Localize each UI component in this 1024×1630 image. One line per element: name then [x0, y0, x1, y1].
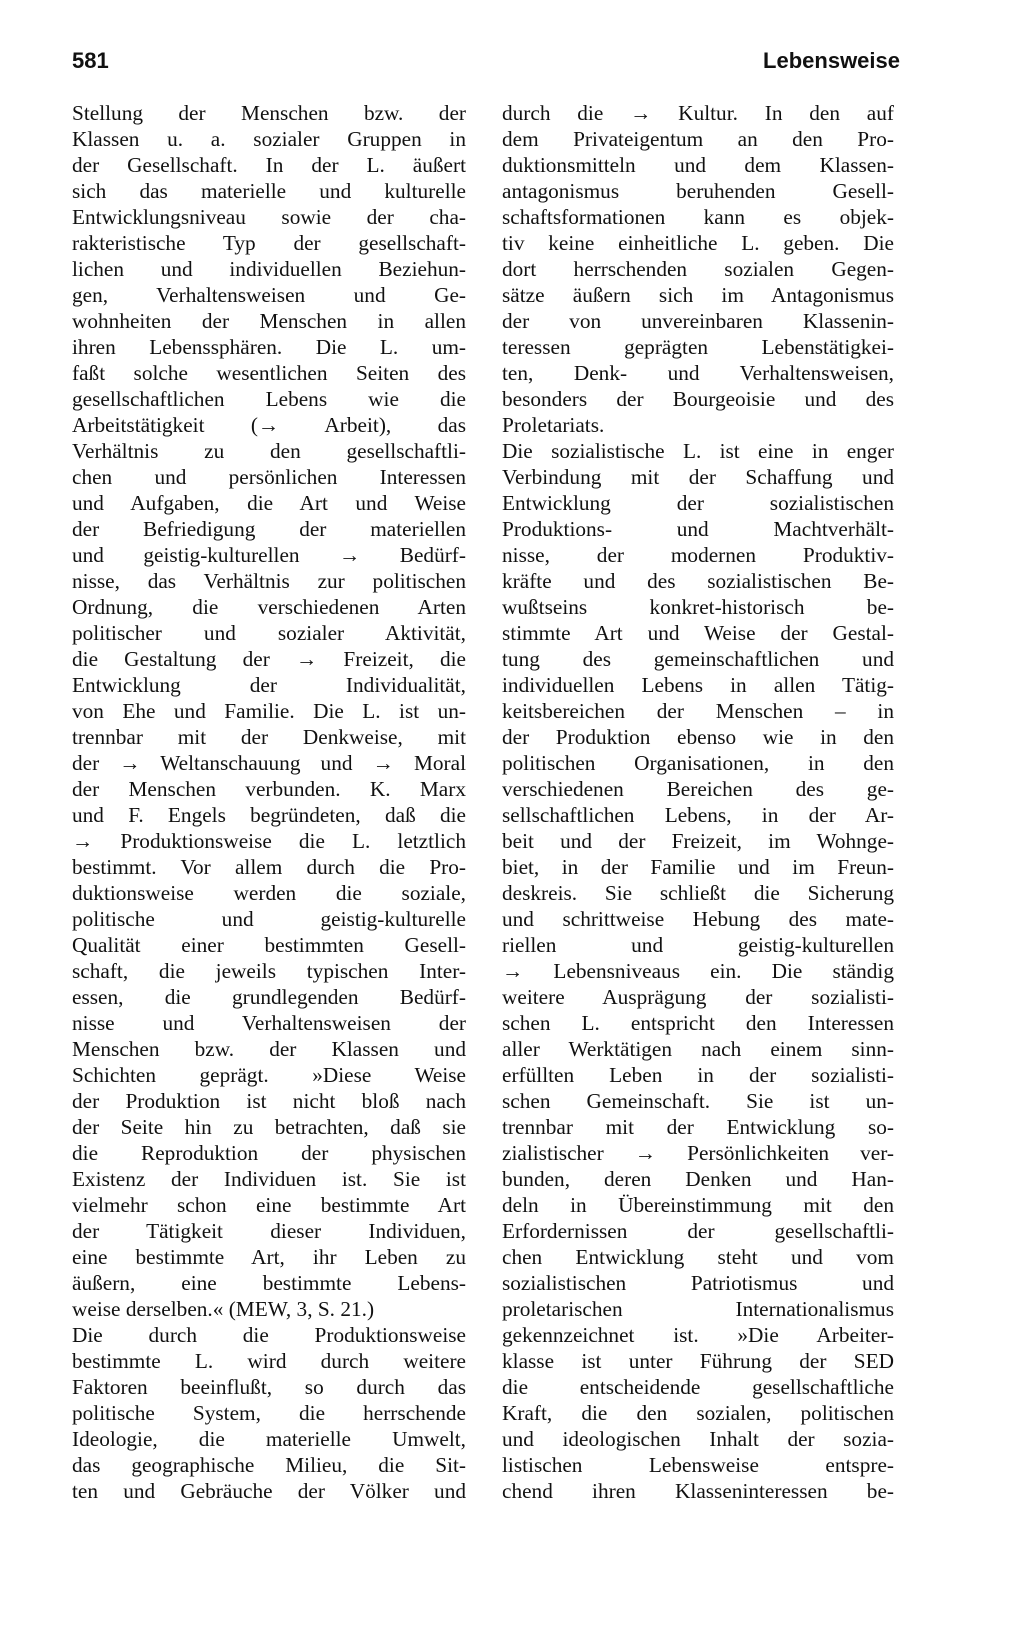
text-line: keitsbereichen der Menschen – in: [502, 699, 894, 723]
text-line: dort herrschenden sozialen Gegen-: [502, 257, 894, 281]
text-line: trennbar mit der Entwicklung so-: [502, 1115, 894, 1139]
text-line: biet, in der Familie und im Freun-: [502, 855, 894, 879]
text-line: → Produktionsweise die L. letztlich: [72, 829, 466, 853]
text-line: wußtseins konkret-historisch be-: [502, 595, 894, 619]
text-line: die entscheidende gesellschaftliche: [502, 1375, 894, 1399]
text-line: der Tätigkeit dieser Individuen,: [72, 1219, 466, 1243]
text-line: Verhältnis zu den gesellschaftli-: [72, 439, 466, 463]
text-line: aller Werktätigen nach einem sinn-: [502, 1037, 894, 1061]
text-line: die Reproduktion der physischen: [72, 1141, 466, 1165]
text-line: Die sozialistische L. ist eine in enger: [502, 439, 894, 463]
text-line: besonders der Bourgeoisie und des: [502, 387, 894, 411]
text-line: der Menschen verbunden. K. Marx: [72, 777, 466, 801]
text-line: klasse ist unter Führung der SED: [502, 1349, 894, 1373]
text-line: und geistig-kulturellen → Bedürf-: [72, 543, 466, 567]
text-line: Proletariats.: [502, 413, 605, 437]
text-line: trennbar mit der Denkweise, mit: [72, 725, 466, 749]
text-line: stimmte Art und Weise der Gestal-: [502, 621, 894, 645]
text-line: Existenz der Individuen ist. Sie ist: [72, 1167, 466, 1191]
text-line: erfüllten Leben in der sozialisti-: [502, 1063, 894, 1087]
text-line: sätze äußern sich im Antagonismus: [502, 283, 894, 307]
text-line: chen und persönlichen Interessen: [72, 465, 466, 489]
text-line: äußern, eine bestimmte Lebens-: [72, 1271, 466, 1295]
text-line: Produktions- und Machtverhält-: [502, 517, 894, 541]
text-line: vielmehr schon eine bestimmte Art: [72, 1193, 466, 1217]
text-line: Entwicklungsniveau sowie der cha-: [72, 205, 466, 229]
text-line: bestimmt. Vor allem durch die Pro-: [72, 855, 466, 879]
text-line: tung des gemeinschaftlichen und: [502, 647, 894, 671]
text-line: zialistischer → Persönlichkeiten ver-: [502, 1141, 894, 1165]
text-line: ihren Lebenssphären. Die L. um-: [72, 335, 466, 359]
text-line: nisse und Verhaltensweisen der: [72, 1011, 466, 1035]
left-text-column: [72, 100, 466, 1504]
text-line: Menschen bzw. der Klassen und: [72, 1037, 466, 1061]
text-line: riellen und geistig-kulturellen: [502, 933, 894, 957]
page-number: 581: [72, 48, 109, 73]
text-line: Kraft, die den sozialen, politischen: [502, 1401, 894, 1425]
text-line: gekennzeichnet ist. »Die Arbeiter-: [502, 1323, 894, 1347]
text-line: und schrittweise Hebung des mate-: [502, 907, 894, 931]
text-line: der von unvereinbaren Klassenin-: [502, 309, 894, 333]
text-line: Verbindung mit der Schaffung und: [502, 465, 894, 489]
text-line: rakteristische Typ der gesellschaft-: [72, 231, 466, 255]
text-line: sich das materielle und kulturelle: [72, 179, 466, 203]
text-line: von Ehe und Familie. Die L. ist un-: [72, 699, 466, 723]
text-line: politische System, die herrschende: [72, 1401, 466, 1425]
text-line: lichen und individuellen Beziehun-: [72, 257, 466, 281]
text-line: schaft, die jeweils typischen Inter-: [72, 959, 466, 983]
text-line: dem Privateigentum an den Pro-: [502, 127, 894, 151]
text-line: Ideologie, die materielle Umwelt,: [72, 1427, 466, 1451]
text-line: antagonismus beruhenden Gesell-: [502, 179, 894, 203]
text-line: und Aufgaben, die Art und Weise: [72, 491, 466, 515]
text-line: kräfte und des sozialistischen Be-: [502, 569, 894, 593]
text-line: Klassen u. a. sozialer Gruppen in: [72, 127, 466, 151]
text-line: Ordnung, die verschiedenen Arten: [72, 595, 466, 619]
text-line: bunden, deren Denken und Han-: [502, 1167, 894, 1191]
text-line: proletarischen Internationalismus: [502, 1297, 894, 1321]
text-line: Stellung der Menschen bzw. der: [72, 101, 466, 125]
text-line: individuellen Lebens in allen Tätig-: [502, 673, 894, 697]
text-line: der Gesellschaft. In der L. äußert: [72, 153, 466, 177]
right-text-column: [502, 100, 894, 1504]
text-line: gesellschaftlichen Lebens wie die: [72, 387, 466, 411]
text-line: der Produktion ist nicht bloß nach: [72, 1089, 466, 1113]
text-line: wohnheiten der Menschen in allen: [72, 309, 466, 333]
text-line: chend ihren Klasseninteressen be-: [502, 1479, 894, 1503]
text-line: und F. Engels begründeten, daß die: [72, 803, 466, 827]
text-line: ten, Denk- und Verhaltensweisen,: [502, 361, 894, 385]
text-line: beit und der Freizeit, im Wohnge-: [502, 829, 894, 853]
text-line: schaftsformationen kann es objek-: [502, 205, 894, 229]
text-line: das geographische Milieu, die Sit-: [72, 1453, 466, 1477]
text-line: der Seite hin zu betrachten, daß sie: [72, 1115, 466, 1139]
text-line: politischer und sozialer Aktivität,: [72, 621, 466, 645]
text-line: sozialistischen Patriotismus und: [502, 1271, 894, 1295]
text-line: verschiedenen Bereichen des ge-: [502, 777, 894, 801]
text-line: gen, Verhaltensweisen und Ge-: [72, 283, 466, 307]
text-line: Arbeitstätigkeit (→ Arbeit), das: [72, 413, 466, 437]
text-line: → Lebensniveaus ein. Die ständig: [502, 959, 894, 983]
text-line: deskreis. Sie schließt die Sicherung: [502, 881, 894, 905]
text-line: Qualität einer bestimmten Gesell-: [72, 933, 466, 957]
text-line: nisse, das Verhältnis zur politischen: [72, 569, 466, 593]
text-line: duktionsmitteln und dem Klassen-: [502, 153, 894, 177]
text-line: Schichten geprägt. »Diese Weise: [72, 1063, 466, 1087]
text-line: essen, die grundlegenden Bedürf-: [72, 985, 466, 1009]
text-line: Entwicklung der sozialistischen: [502, 491, 894, 515]
text-line: durch die → Kultur. In den auf: [502, 101, 894, 125]
text-line: duktionsweise werden die soziale,: [72, 881, 466, 905]
text-line: der Befriedigung der materiellen: [72, 517, 466, 541]
text-line: Faktoren beeinflußt, so durch das: [72, 1375, 466, 1399]
text-line: der → Weltanschauung und → Moral: [72, 751, 466, 775]
text-line: Erfordernissen der gesellschaftli-: [502, 1219, 894, 1243]
running-head: Lebensweise: [763, 48, 900, 73]
text-line: listischen Lebensweise entspre-: [502, 1453, 894, 1477]
text-line: ten und Gebräuche der Völker und: [72, 1479, 466, 1503]
text-line: eine bestimmte Art, ihr Leben zu: [72, 1245, 466, 1269]
text-line: nisse, der modernen Produktiv-: [502, 543, 894, 567]
text-line: Entwicklung der Individualität,: [72, 673, 466, 697]
text-line: schen Gemeinschaft. Sie ist un-: [502, 1089, 894, 1113]
text-line: sellschaftlichen Lebens, in der Ar-: [502, 803, 894, 827]
text-line: der Produktion ebenso wie in den: [502, 725, 894, 749]
text-line: schen L. entspricht den Interessen: [502, 1011, 894, 1035]
text-line: politischen Organisationen, in den: [502, 751, 894, 775]
text-line: und ideologischen Inhalt der sozia-: [502, 1427, 894, 1451]
text-line: tiv keine einheitliche L. geben. Die: [502, 231, 894, 255]
text-line: teressen geprägten Lebenstätigkei-: [502, 335, 894, 359]
text-line: bestimmte L. wird durch weitere: [72, 1349, 466, 1373]
text-line: deln in Übereinstimmung mit den: [502, 1193, 894, 1217]
text-line: weitere Ausprägung der sozialisti-: [502, 985, 894, 1009]
text-line: weise derselben.« (MEW, 3, S. 21.): [72, 1297, 375, 1321]
page-header: [72, 48, 900, 80]
text-line: faßt solche wesentlichen Seiten des: [72, 361, 466, 385]
text-line: Die durch die Produktionsweise: [72, 1323, 466, 1347]
text-line: chen Entwicklung steht und vom: [502, 1245, 894, 1269]
text-line: die Gestaltung der → Freizeit, die: [72, 647, 466, 671]
text-line: politische und geistig-kulturelle: [72, 907, 466, 931]
